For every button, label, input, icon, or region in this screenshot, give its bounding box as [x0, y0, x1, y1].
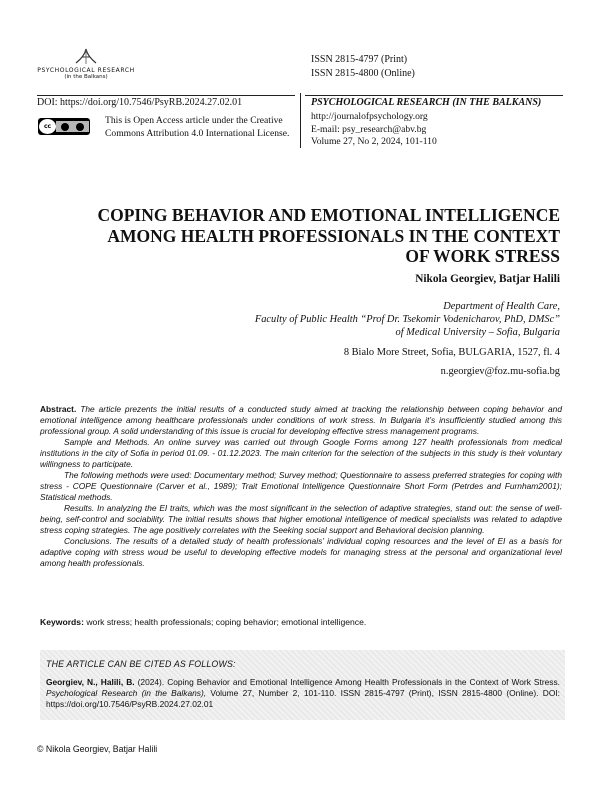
abstract	[40, 404, 562, 569]
license-text: This is Open Access article under the Creative Commons Attribution 4.0 International License.	[105, 115, 290, 139]
article-authors: Nikola Georgiev, Batjar Halili	[415, 273, 560, 285]
abstract-text-1: The article prezents the initial results of a conducted study aimed at tracking the relationship between coping behavior and emotional intelligence among healthcare professionals under conditions of work stress. In Bulgaria it’s insufficiently studied among this professional group. A solid understanding of this issue is crucial for developing effective stress management programs.	[40, 404, 562, 436]
affiliation-line-2: Faculty of Public Health “Prof Dr. Tsekomir Vodenicharov, PhD, DMSc”	[254, 314, 560, 325]
author-affiliation	[150, 300, 560, 339]
author-address: 8 Bialo More Street, Sofia, BULGARIA, 1527, fl. 4	[343, 347, 560, 358]
abstract-paragraph-4: Results. In analyzing the EI traits, which was the most significant in the selection of adaptive strategies, stand out: the sense of well-being, self-control and sociability. The initial results shows that higher emotional intelligence of medical specialists was related to adaptive stress coping strategies. The age positively correlates with the Seeking social support and Behavioral decision planning.	[40, 503, 562, 535]
keywords-text: work stress; health professionals; coping behavior; emotional intelligence.	[86, 617, 367, 627]
journal-logo-icon	[73, 48, 99, 66]
citation-heading: THE ARTICLE CAN BE CITED AS FOLLOWS:	[46, 659, 236, 669]
article-title	[40, 205, 560, 267]
issn-print: ISSN 2815-4797 (Print)	[311, 54, 408, 65]
doi-link[interactable]: DOI: https://doi.org/10.7546/PsyRB.2024.27.02.01	[37, 97, 243, 108]
cc-attribution-icons	[56, 121, 89, 132]
keywords	[40, 617, 562, 627]
journal-info	[311, 111, 437, 149]
title-line-1: COPING BEHAVIOR AND EMOTIONAL INTELLIGENCE	[97, 205, 560, 225]
journal-volume: Volume 27, No 2, 2024, 101-110	[311, 136, 437, 147]
citation-part-1: (2024). Coping Behavior and Emotional Intelligence Among Health Professionals in the Context of Work Stress.	[137, 677, 560, 687]
citation-journal: Psychological Research (in the Balkans),	[46, 688, 207, 698]
logo-text-line2: (in the Balkans)	[64, 74, 108, 80]
header-divider-right	[305, 95, 563, 96]
author-email[interactable]: n.georgiev@foz.mu-sofia.bg	[440, 366, 560, 377]
abstract-paragraph-1	[40, 404, 562, 437]
title-line-3: OF WORK STRESS	[405, 246, 560, 266]
abstract-paragraph-3: The following methods were used: Documentary method; Survey method; Questionnaire to assess preferred strategies for coping with stress - COPE Questionnaire (Carver et al., 1989); Trait Emotional Intelligence Questionnaire Short Form (Petrdes and Furnham2001); Statistical methods.	[40, 470, 562, 502]
keywords-label: Keywords:	[40, 617, 84, 627]
journal-logo	[6, 48, 166, 80]
affiliation-line-1: Department of Health Care,	[443, 301, 560, 312]
affiliation-line-3: of Medical University – Sofia, Bulgaria	[395, 327, 560, 338]
cc-logo-icon: cc	[39, 119, 56, 134]
copyright: © Nikola Georgiev, Batjar Halili	[37, 744, 158, 754]
abstract-label: Abstract.	[40, 404, 77, 414]
attribution-icon	[61, 123, 69, 131]
citation-text	[46, 677, 560, 710]
issn-online: ISSN 2815-4800 (Online)	[311, 68, 415, 79]
header-vertical-divider	[300, 93, 301, 148]
citation-part-2: Volume 27, Number 2, 101-110. ISSN 2815-4797 (Print), ISSN 2815-4800 (Online). DOI: https://doi.org/10.7546/PsyRB.2024.27.02.01	[46, 688, 561, 709]
abstract-paragraph-2: Sample and Methods. An online survey was carried out through Google Forms among 127 health professionals from medical institutions in the city of Sofia in period 01.09. - 01.12.2023. The main criterion for the selection of the subjects in this study is their voluntary willingness to participate.	[40, 437, 562, 469]
abstract-paragraph-5: Conclusions. The results of a detailed study of health professionals’ individual coping resources and the level of EI as a basis for adaptive coping with stress woud be useful to developing effective models for managing stress at the personal and organizational level among health professionals.	[40, 536, 562, 568]
journal-email[interactable]: E-mail: psy_research@abv.bg	[311, 123, 427, 135]
cc-by-badge[interactable]	[38, 118, 90, 135]
journal-name: PSYCHOLOGICAL RESEARCH (IN THE BALKANS)	[311, 97, 542, 108]
issn-block	[311, 53, 415, 81]
citation-authors: Georgiev, N., Halili, B.	[46, 677, 135, 687]
logo-text-line1: PSYCHOLOGICAL RESEARCH	[37, 67, 135, 74]
by-icon	[76, 123, 84, 131]
journal-url[interactable]: http://journalofpsychology.org	[311, 111, 428, 122]
title-line-2: AMONG HEALTH PROFESSIONALS IN THE CONTEXT	[107, 225, 560, 246]
header-divider-left	[37, 95, 295, 96]
